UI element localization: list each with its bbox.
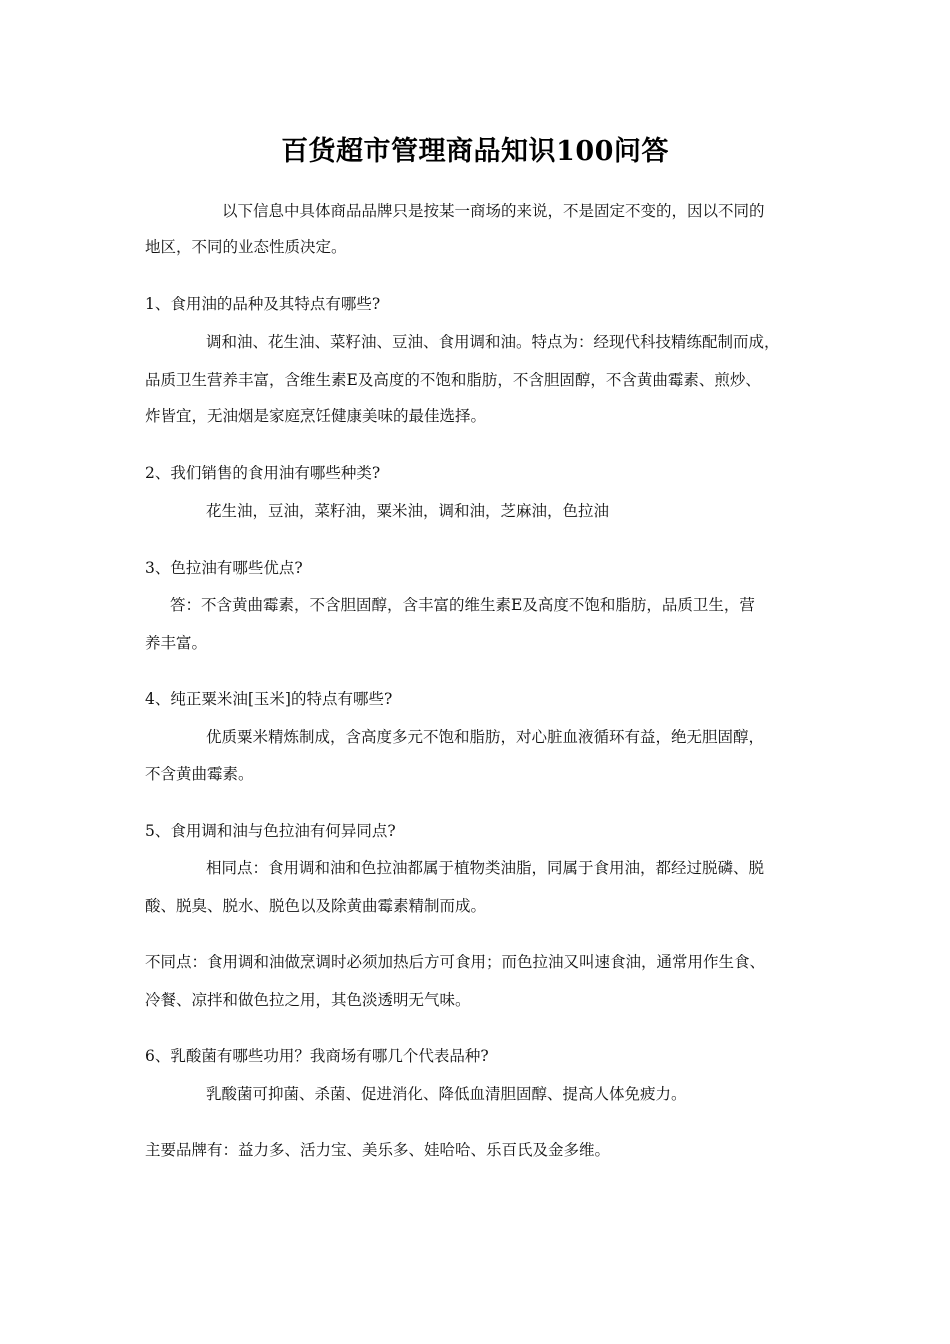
question-1: 1、食用油的品种及其特点有哪些?: [145, 295, 381, 313]
answer-3-line-1: 答：不含黄曲霉素，不含胆固醇，含丰富的维生素E及高度不饱和脂肪，品质卫生，营: [170, 596, 755, 614]
intro-line-2: 地区，不同的业态性质决定。: [145, 238, 347, 256]
answer-5-line-2: 酸、脱臭、脱水、脱色以及除黄曲霉素精制而成。: [145, 897, 487, 915]
answer-3-line-2: 养丰富。: [145, 634, 208, 652]
answer-4-line-1: 优质粟米精炼制成，含高度多元不饱和脂肪，对心脏血液循环有益，绝无胆固醇，: [206, 728, 765, 746]
difference-5-line-2: 冷餐、凉拌和做色拉之用，其色淡透明无气味。: [145, 991, 471, 1009]
answer-1-line-2: 品质卫生营养丰富，含维生素E及高度的不饱和脂肪，不含胆固醇，不含黄曲霉素、煎炒、: [145, 371, 761, 389]
question-2: 2、我们销售的食用油有哪些种类?: [145, 464, 381, 482]
question-6: 6、乳酸菌有哪些功用？我商场有哪几个代表品种?: [145, 1047, 489, 1065]
question-3: 3、色拉油有哪些优点?: [145, 559, 303, 577]
answer-1-line-1: 调和油、花生油、菜籽油、豆油、食用调和油。特点为：经现代科技精练配制而成，: [206, 333, 780, 351]
answer-2-line-1: 花生油，豆油，菜籽油，粟米油，调和油，芝麻油，色拉油: [206, 502, 610, 520]
answer-5-line-1: 相同点：食用调和油和色拉油都属于植物类油脂，同属于食用油，都经过脱磷、脱: [206, 859, 765, 877]
question-4: 4、纯正粟米油[玉米]的特点有哪些?: [145, 690, 393, 708]
answer-6-line-1: 乳酸菌可抑菌、杀菌、促进消化、降低血清胆固醇、提高人体免疲力。: [206, 1085, 687, 1103]
intro-line-1: 以下信息中具体商品品牌只是按某一商场的来说，不是固定不变的，因以不同的: [222, 202, 765, 220]
answer-1-line-3: 炸皆宜，无油烟是家庭烹饪健康美味的最佳选择。: [145, 407, 487, 425]
question-5: 5、食用调和油与色拉油有何异同点?: [145, 822, 396, 840]
answer-4-line-2: 不含黄曲霉素。: [145, 765, 254, 783]
difference-5-line-1: 不同点：食用调和油做烹调时必须加热后方可食用；而色拉油又叫速食油，通常用作生食、: [145, 953, 766, 971]
brands-6-line-1: 主要品牌有：益力多、活力宝、美乐多、娃哈哈、乐百氏及金多维。: [145, 1141, 611, 1159]
document-title: 百货超市管理商品知识100问答: [281, 136, 669, 167]
